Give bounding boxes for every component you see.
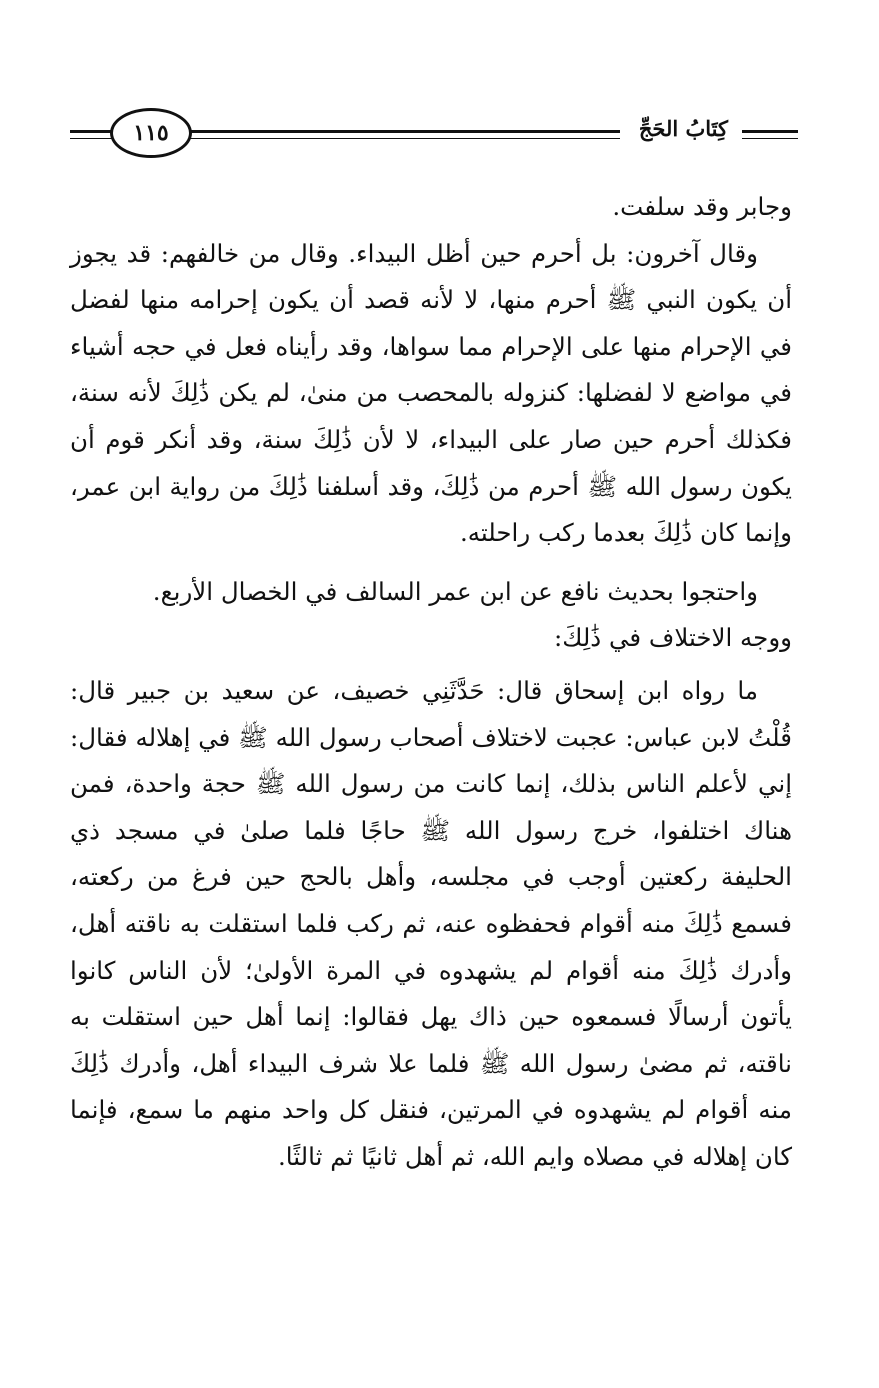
- header-rule: [742, 138, 798, 139]
- header-rule: [70, 138, 114, 139]
- paragraph: ووجه الاختلاف في ذَٰلِكَ:: [553, 623, 792, 653]
- running-title: كِتَابُ الحَجِّ: [631, 116, 736, 141]
- paragraph: وقال آخرون: بل أحرم حين أظل البيداء. وقال من خالفهم: قد يجوز أن يكون النبي ﷺ أحرم منها، لا لأنه قصد أن يكون إحرامه منها لفضل في الإحرام منها على الإحرام مما سواها، وقد رأيناه فعل في حجه أشياء في مواضع لا لفضلها: كنزوله بالمحصب من منىٰ، لم يكن ذَٰلِكَ لأنه سنة، فكذلك أحرم حين صار على البيداء، لا لأن ذَٰلِكَ سنة، وقد أنكر قوم أن يكون رسول الله ﷺ أحرم من ذَٰلِكَ، وقد أسلفنا ذَٰلِكَ من رواية ابن عمر، وإنما كان ذَٰلِكَ بعدما ركب راحلته.: [70, 238, 792, 548]
- paragraph: واحتجوا بحديث نافع عن ابن عمر السالف في الخصال الأربع.: [152, 576, 758, 606]
- header-rule: [188, 138, 620, 139]
- running-header: [70, 108, 798, 166]
- header-rule: [742, 130, 798, 133]
- header-rule: [188, 130, 620, 133]
- paragraph: ما رواه ابن إسحاق قال: حَدَّثَنِي خصيف، عن سعيد بن جبير قال: قُلْتُ لابن عباس: عجبت لاختلاف أصحاب رسول الله ﷺ في إهلاله فقال: إني لأعلم الناس بذلك، إنما كانت من رسول الله ﷺ حجة واحدة، فمن هناك اختلفوا، خرج رسول الله ﷺ حاجًا فلما صلىٰ في مسجد ذي الحليفة ركعتين أوجب في مجلسه، وأهل بالحج حين فرغ من ركعته، فسمع ذَٰلِكَ منه أقوام فحفظوه عنه، ثم ركب فلما استقلت به ناقته أهل، وأدرك ذَٰلِكَ منه أقوام لم يشهدوه في المرة الأولىٰ؛ لأن الناس كانوا يأتون أرسالًا فسمعوه حين ذاك يهل فقالوا: إنما أهل حين استقلت به ناقته، ثم مضىٰ رسول الله ﷺ فلما علا شرف البيداء أهل، وأدرك ذَٰلِكَ منه أقوام لم يشهدوه في المرتين، فنقل كل واحد منهم ما سمع، فإنما كان إهلاله في مصلاه وايم الله، ثم أهل ثانيًا ثم ثالثًا.: [70, 675, 792, 1171]
- page-number: ١١٥: [110, 108, 192, 158]
- paragraph: وجابر وقد سلفت.: [612, 192, 792, 221]
- header-rule: [70, 130, 114, 133]
- body-text: [70, 184, 792, 1180]
